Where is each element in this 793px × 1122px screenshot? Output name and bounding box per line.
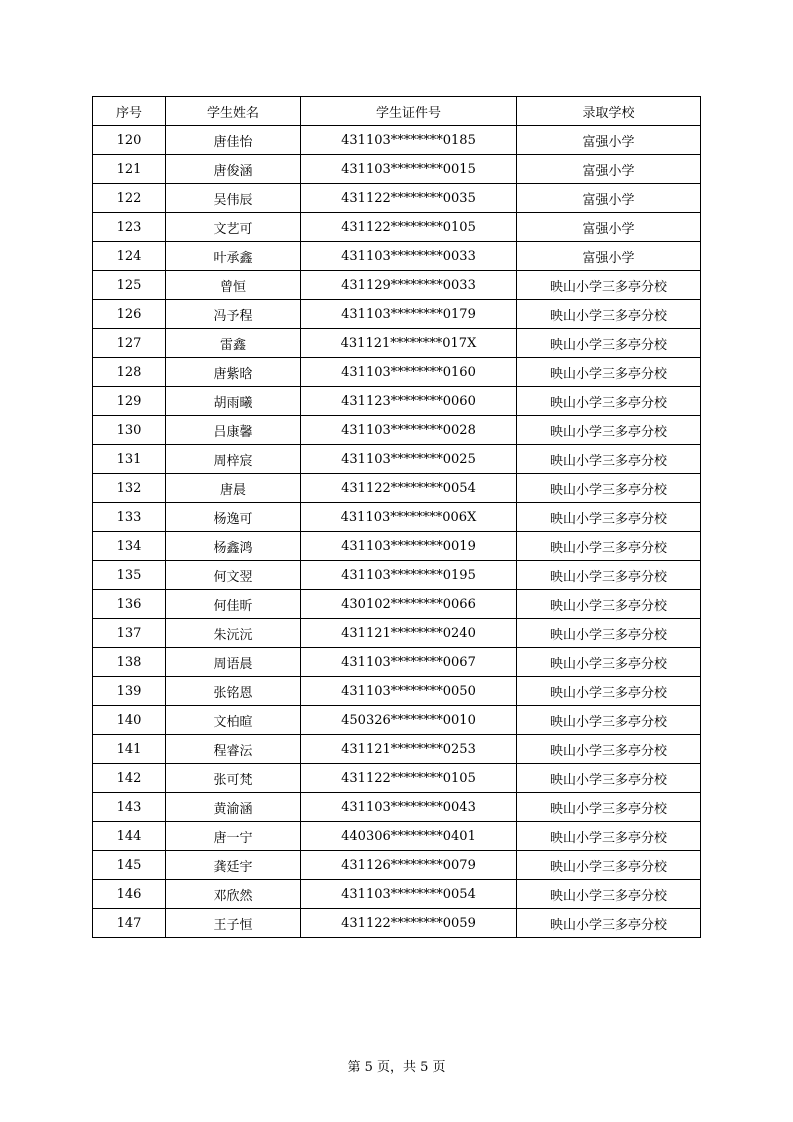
serial-no-cell: 141 xyxy=(93,735,166,764)
admitted-school-cell: 映山小学三多亭分校 xyxy=(517,851,701,880)
serial-no-cell: 138 xyxy=(93,648,166,677)
serial-no-cell: 121 xyxy=(93,155,166,184)
admitted-school-cell: 映山小学三多亭分校 xyxy=(517,503,701,532)
admitted-school-cell: 映山小学三多亭分校 xyxy=(517,648,701,677)
student-id-cell: 431103********0160 xyxy=(301,358,517,387)
serial-no-cell: 129 xyxy=(93,387,166,416)
table-row xyxy=(93,619,701,648)
student-id-cell: 431103********0054 xyxy=(301,880,517,909)
student-name-cell: 张可梵 xyxy=(166,764,301,793)
table-row xyxy=(93,706,701,735)
student-name-cell: 程睿沄 xyxy=(166,735,301,764)
student-id-cell: 450326********0010 xyxy=(301,706,517,735)
admitted-school-cell: 富强小学 xyxy=(517,184,701,213)
student-name-cell: 张铭恩 xyxy=(166,677,301,706)
student-id-cell: 431129********0033 xyxy=(301,271,517,300)
admitted-school-cell: 映山小学三多亭分校 xyxy=(517,474,701,503)
student-id-cell: 431103********0028 xyxy=(301,416,517,445)
table-row xyxy=(93,329,701,358)
serial-no-cell: 127 xyxy=(93,329,166,358)
table-row xyxy=(93,474,701,503)
student-name-cell: 何文翌 xyxy=(166,561,301,590)
serial-no-cell: 120 xyxy=(93,126,166,155)
student-name-cell: 胡雨曦 xyxy=(166,387,301,416)
table-row xyxy=(93,184,701,213)
admitted-school-cell: 映山小学三多亭分校 xyxy=(517,300,701,329)
student-name-cell: 唐俊涵 xyxy=(166,155,301,184)
student-id-cell: 431103********0019 xyxy=(301,532,517,561)
serial-no-cell: 131 xyxy=(93,445,166,474)
student-id-cell: 440306********0401 xyxy=(301,822,517,851)
admitted-school-cell: 富强小学 xyxy=(517,242,701,271)
serial-no-cell: 132 xyxy=(93,474,166,503)
student-name-cell: 唐晨 xyxy=(166,474,301,503)
admitted-school-cell: 映山小学三多亭分校 xyxy=(517,677,701,706)
serial-no-cell: 146 xyxy=(93,880,166,909)
table-row xyxy=(93,387,701,416)
table-row xyxy=(93,880,701,909)
admitted-school-cell: 映山小学三多亭分校 xyxy=(517,735,701,764)
serial-no-cell: 130 xyxy=(93,416,166,445)
table-header-row xyxy=(93,97,701,126)
admitted-school-cell: 映山小学三多亭分校 xyxy=(517,590,701,619)
serial-no-cell: 137 xyxy=(93,619,166,648)
table-row xyxy=(93,822,701,851)
column-header-serial-no: 序号 xyxy=(93,97,166,126)
student-name-cell: 何佳昕 xyxy=(166,590,301,619)
student-id-cell: 431121********0253 xyxy=(301,735,517,764)
student-id-cell: 431122********0054 xyxy=(301,474,517,503)
serial-no-cell: 123 xyxy=(93,213,166,242)
student-id-cell: 431122********0105 xyxy=(301,213,517,242)
table-row xyxy=(93,648,701,677)
student-id-cell: 431103********0179 xyxy=(301,300,517,329)
student-name-cell: 吕康馨 xyxy=(166,416,301,445)
student-name-cell: 唐佳怡 xyxy=(166,126,301,155)
admitted-school-cell: 映山小学三多亭分校 xyxy=(517,532,701,561)
student-id-cell: 431103********0015 xyxy=(301,155,517,184)
student-name-cell: 杨鑫鸿 xyxy=(166,532,301,561)
student-id-cell: 431126********0079 xyxy=(301,851,517,880)
student-name-cell: 吴伟辰 xyxy=(166,184,301,213)
student-name-cell: 唐一宁 xyxy=(166,822,301,851)
page-footer: 第 5 页，共 5 页 xyxy=(347,1060,446,1075)
table-row xyxy=(93,155,701,184)
serial-no-cell: 126 xyxy=(93,300,166,329)
table-row xyxy=(93,793,701,822)
table-body xyxy=(93,126,701,938)
column-header-student-name: 学生姓名 xyxy=(166,97,301,126)
student-id-cell: 431103********0025 xyxy=(301,445,517,474)
admitted-school-cell: 映山小学三多亭分校 xyxy=(517,706,701,735)
student-id-cell: 431121********017X xyxy=(301,329,517,358)
student-id-cell: 431122********0059 xyxy=(301,909,517,938)
student-name-cell: 冯予程 xyxy=(166,300,301,329)
serial-no-cell: 125 xyxy=(93,271,166,300)
student-name-cell: 叶承鑫 xyxy=(166,242,301,271)
student-id-cell: 431103********0185 xyxy=(301,126,517,155)
student-name-cell: 邓欣然 xyxy=(166,880,301,909)
admitted-school-cell: 映山小学三多亭分校 xyxy=(517,329,701,358)
student-name-cell: 文艺可 xyxy=(166,213,301,242)
student-id-cell: 431103********0067 xyxy=(301,648,517,677)
student-id-cell: 431123********0060 xyxy=(301,387,517,416)
serial-no-cell: 124 xyxy=(93,242,166,271)
student-name-cell: 文柏暄 xyxy=(166,706,301,735)
admitted-school-cell: 映山小学三多亭分校 xyxy=(517,793,701,822)
table-row xyxy=(93,677,701,706)
admitted-school-cell: 富强小学 xyxy=(517,126,701,155)
serial-no-cell: 133 xyxy=(93,503,166,532)
student-name-cell: 唐紫晗 xyxy=(166,358,301,387)
student-id-cell: 431121********0240 xyxy=(301,619,517,648)
table-row xyxy=(93,561,701,590)
serial-no-cell: 147 xyxy=(93,909,166,938)
student-name-cell: 周梓宸 xyxy=(166,445,301,474)
admitted-school-cell: 映山小学三多亭分校 xyxy=(517,822,701,851)
column-header-admitted-school: 录取学校 xyxy=(517,97,701,126)
table-row xyxy=(93,271,701,300)
student-id-cell: 431103********0050 xyxy=(301,677,517,706)
admitted-school-cell: 映山小学三多亭分校 xyxy=(517,271,701,300)
serial-no-cell: 139 xyxy=(93,677,166,706)
admitted-school-cell: 映山小学三多亭分校 xyxy=(517,561,701,590)
serial-no-cell: 142 xyxy=(93,764,166,793)
serial-no-cell: 144 xyxy=(93,822,166,851)
table-row xyxy=(93,909,701,938)
table-row xyxy=(93,532,701,561)
student-name-cell: 曾恒 xyxy=(166,271,301,300)
student-name-cell: 杨逸可 xyxy=(166,503,301,532)
table-row xyxy=(93,445,701,474)
student-name-cell: 王子恒 xyxy=(166,909,301,938)
table-row xyxy=(93,213,701,242)
column-header-student-id: 学生证件号 xyxy=(301,97,517,126)
student-name-cell: 朱沅沅 xyxy=(166,619,301,648)
table-row xyxy=(93,735,701,764)
admitted-school-cell: 映山小学三多亭分校 xyxy=(517,764,701,793)
admitted-school-cell: 映山小学三多亭分校 xyxy=(517,416,701,445)
student-id-cell: 430102********0066 xyxy=(301,590,517,619)
serial-no-cell: 134 xyxy=(93,532,166,561)
serial-no-cell: 140 xyxy=(93,706,166,735)
student-id-cell: 431103********0043 xyxy=(301,793,517,822)
student-name-cell: 周语晨 xyxy=(166,648,301,677)
student-id-cell: 431122********0105 xyxy=(301,764,517,793)
admitted-school-cell: 映山小学三多亭分校 xyxy=(517,909,701,938)
student-id-cell: 431103********0033 xyxy=(301,242,517,271)
admission-roster-table xyxy=(92,96,701,938)
serial-no-cell: 135 xyxy=(93,561,166,590)
admitted-school-cell: 富强小学 xyxy=(517,213,701,242)
table-row xyxy=(93,764,701,793)
serial-no-cell: 122 xyxy=(93,184,166,213)
student-id-cell: 431103********0195 xyxy=(301,561,517,590)
admitted-school-cell: 映山小学三多亭分校 xyxy=(517,387,701,416)
student-id-cell: 431122********0035 xyxy=(301,184,517,213)
student-name-cell: 黄渝涵 xyxy=(166,793,301,822)
table-row xyxy=(93,503,701,532)
student-id-cell: 431103********006X xyxy=(301,503,517,532)
table-row xyxy=(93,242,701,271)
student-name-cell: 龚廷宇 xyxy=(166,851,301,880)
serial-no-cell: 145 xyxy=(93,851,166,880)
admitted-school-cell: 映山小学三多亭分校 xyxy=(517,445,701,474)
table-row xyxy=(93,126,701,155)
table-row xyxy=(93,300,701,329)
admitted-school-cell: 映山小学三多亭分校 xyxy=(517,619,701,648)
admitted-school-cell: 映山小学三多亭分校 xyxy=(517,880,701,909)
table-row xyxy=(93,851,701,880)
serial-no-cell: 136 xyxy=(93,590,166,619)
admitted-school-cell: 富强小学 xyxy=(517,155,701,184)
table-row xyxy=(93,416,701,445)
serial-no-cell: 143 xyxy=(93,793,166,822)
admitted-school-cell: 映山小学三多亭分校 xyxy=(517,358,701,387)
serial-no-cell: 128 xyxy=(93,358,166,387)
student-name-cell: 雷鑫 xyxy=(166,329,301,358)
table-row xyxy=(93,590,701,619)
table-row xyxy=(93,358,701,387)
